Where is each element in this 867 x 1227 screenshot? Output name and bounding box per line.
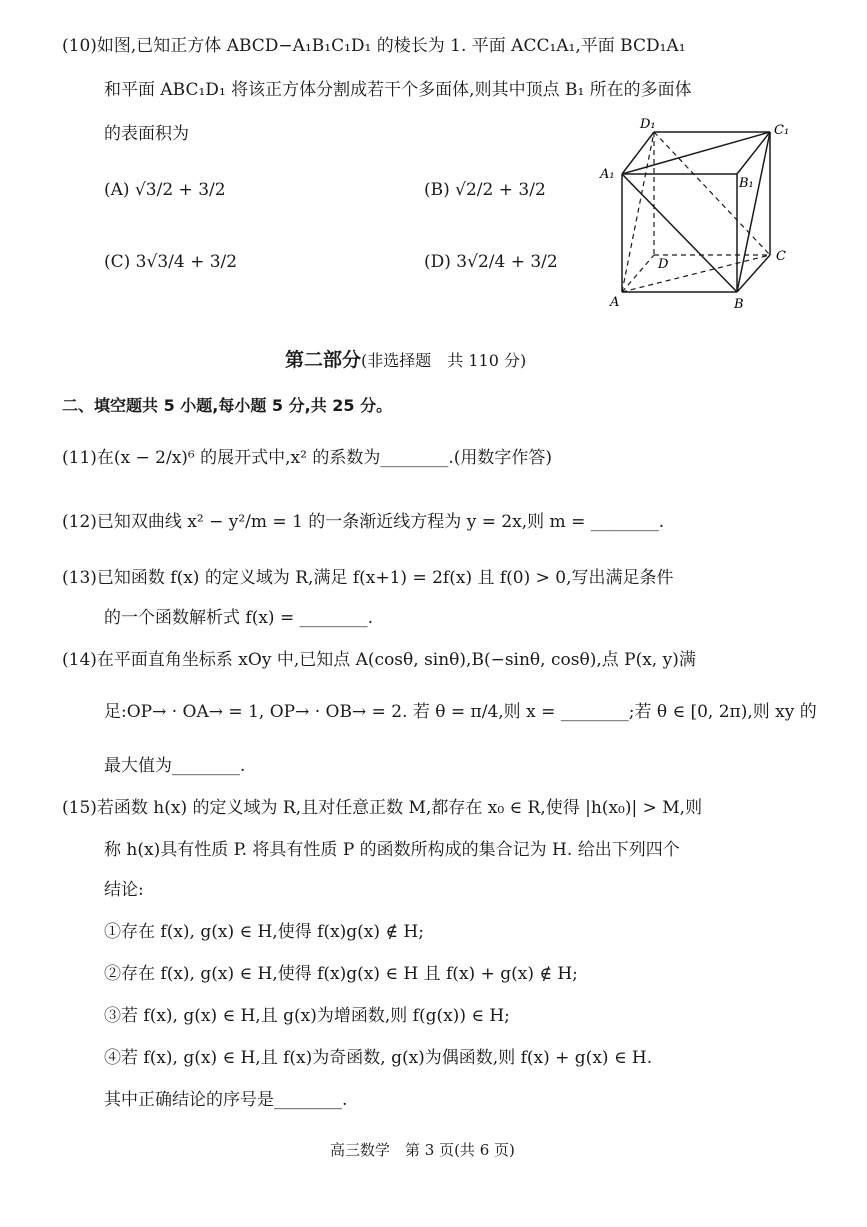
label-b: B — [734, 297, 744, 312]
label-c: C — [776, 249, 786, 264]
section2-heading: 二、填空题共 5 小题,每小题 5 分,共 25 分。 — [62, 396, 393, 415]
part2-heading — [285, 348, 526, 373]
q11: (11)在(x − 2/x)⁶ 的展开式中,x² 的系数为________.(用数字作答) — [62, 448, 553, 468]
part2-subtitle: (非选择题 共 110 分) — [361, 351, 527, 370]
q10-line1: (10)如图,已知正方体 ABCD−A₁B₁C₁D₁ 的棱长为 1. 平面 ACC₁A₁,平面 BCD₁A₁ — [62, 36, 686, 56]
q10-option-d: (D) 3√2/4 + 3/2 — [424, 252, 558, 272]
label-a1: A₁ — [600, 167, 615, 182]
q15-ask: 其中正确结论的序号是________. — [104, 1090, 348, 1110]
q10-line3: 的表面积为 — [104, 124, 189, 144]
q15-conclusion-4: ④若 f(x), g(x) ∈ H,且 f(x)为奇函数, g(x)为偶函数,则 f(x) + g(x) ∈ H. — [104, 1048, 653, 1068]
label-b1: B₁ — [739, 176, 754, 191]
q12: (12)已知双曲线 x² − y²/m = 1 的一条渐近线方程为 y = 2x,则 m = ________. — [62, 512, 665, 532]
q10-option-a: (A) √3/2 + 3/2 — [104, 180, 226, 200]
q14-line2: 足:OP→ · OA→ = 1, OP→ · OB→ = 2. 若 θ = π/4,则 x = ________;若 θ ∈ [0, 2π),则 xy 的 — [104, 702, 817, 722]
q10-option-c: (C) 3√3/4 + 3/2 — [104, 252, 238, 272]
q15-conclusion-3: ③若 f(x), g(x) ∈ H,且 g(x)为增函数,则 f(g(x)) ∈ H; — [104, 1006, 510, 1026]
q15-conclusion-2: ②存在 f(x), g(x) ∈ H,使得 f(x)g(x) ∈ H 且 f(x) + g(x) ∉ H; — [104, 964, 578, 984]
q15-conclusion-1: ①存在 f(x), g(x) ∈ H,使得 f(x)g(x) ∉ H; — [104, 922, 424, 942]
label-a: A — [610, 295, 620, 310]
part2-title: 第二部分 — [285, 349, 362, 371]
q10-line2: 和平面 ABC₁D₁ 将该正方体分割成若干个多面体,则其中顶点 B₁ 所在的多面体 — [104, 80, 692, 100]
q14-line3: 最大值为________. — [104, 756, 246, 776]
q15-line2: 称 h(x)具有性质 P. 将具有性质 P 的函数所构成的集合记为 H. 给出下列四个 — [104, 840, 680, 860]
q13-line1: (13)已知函数 f(x) 的定义域为 R,满足 f(x+1) = 2f(x) 且 f(0) > 0,写出满足条件 — [62, 568, 674, 588]
q15-line3: 结论: — [104, 880, 144, 900]
q10-option-b: (B) √2/2 + 3/2 — [424, 180, 546, 200]
cube-figure — [592, 112, 802, 312]
q13-line2: 的一个函数解析式 f(x) = ________. — [104, 608, 374, 628]
page-footer: 高三数学 第 3 页(共 6 页) — [330, 1141, 515, 1159]
q15-line1: (15)若函数 h(x) 的定义域为 R,且对任意正数 M,都存在 x₀ ∈ R,使得 |h(x₀)| > M,则 — [62, 798, 703, 818]
label-c1: C₁ — [774, 123, 790, 138]
label-d1: D₁ — [640, 117, 656, 132]
label-d: D — [658, 257, 669, 272]
q14-line1: (14)在平面直角坐标系 xOy 中,已知点 A(cosθ, sinθ),B(−sinθ, cosθ),点 P(x, y)满 — [62, 650, 696, 670]
